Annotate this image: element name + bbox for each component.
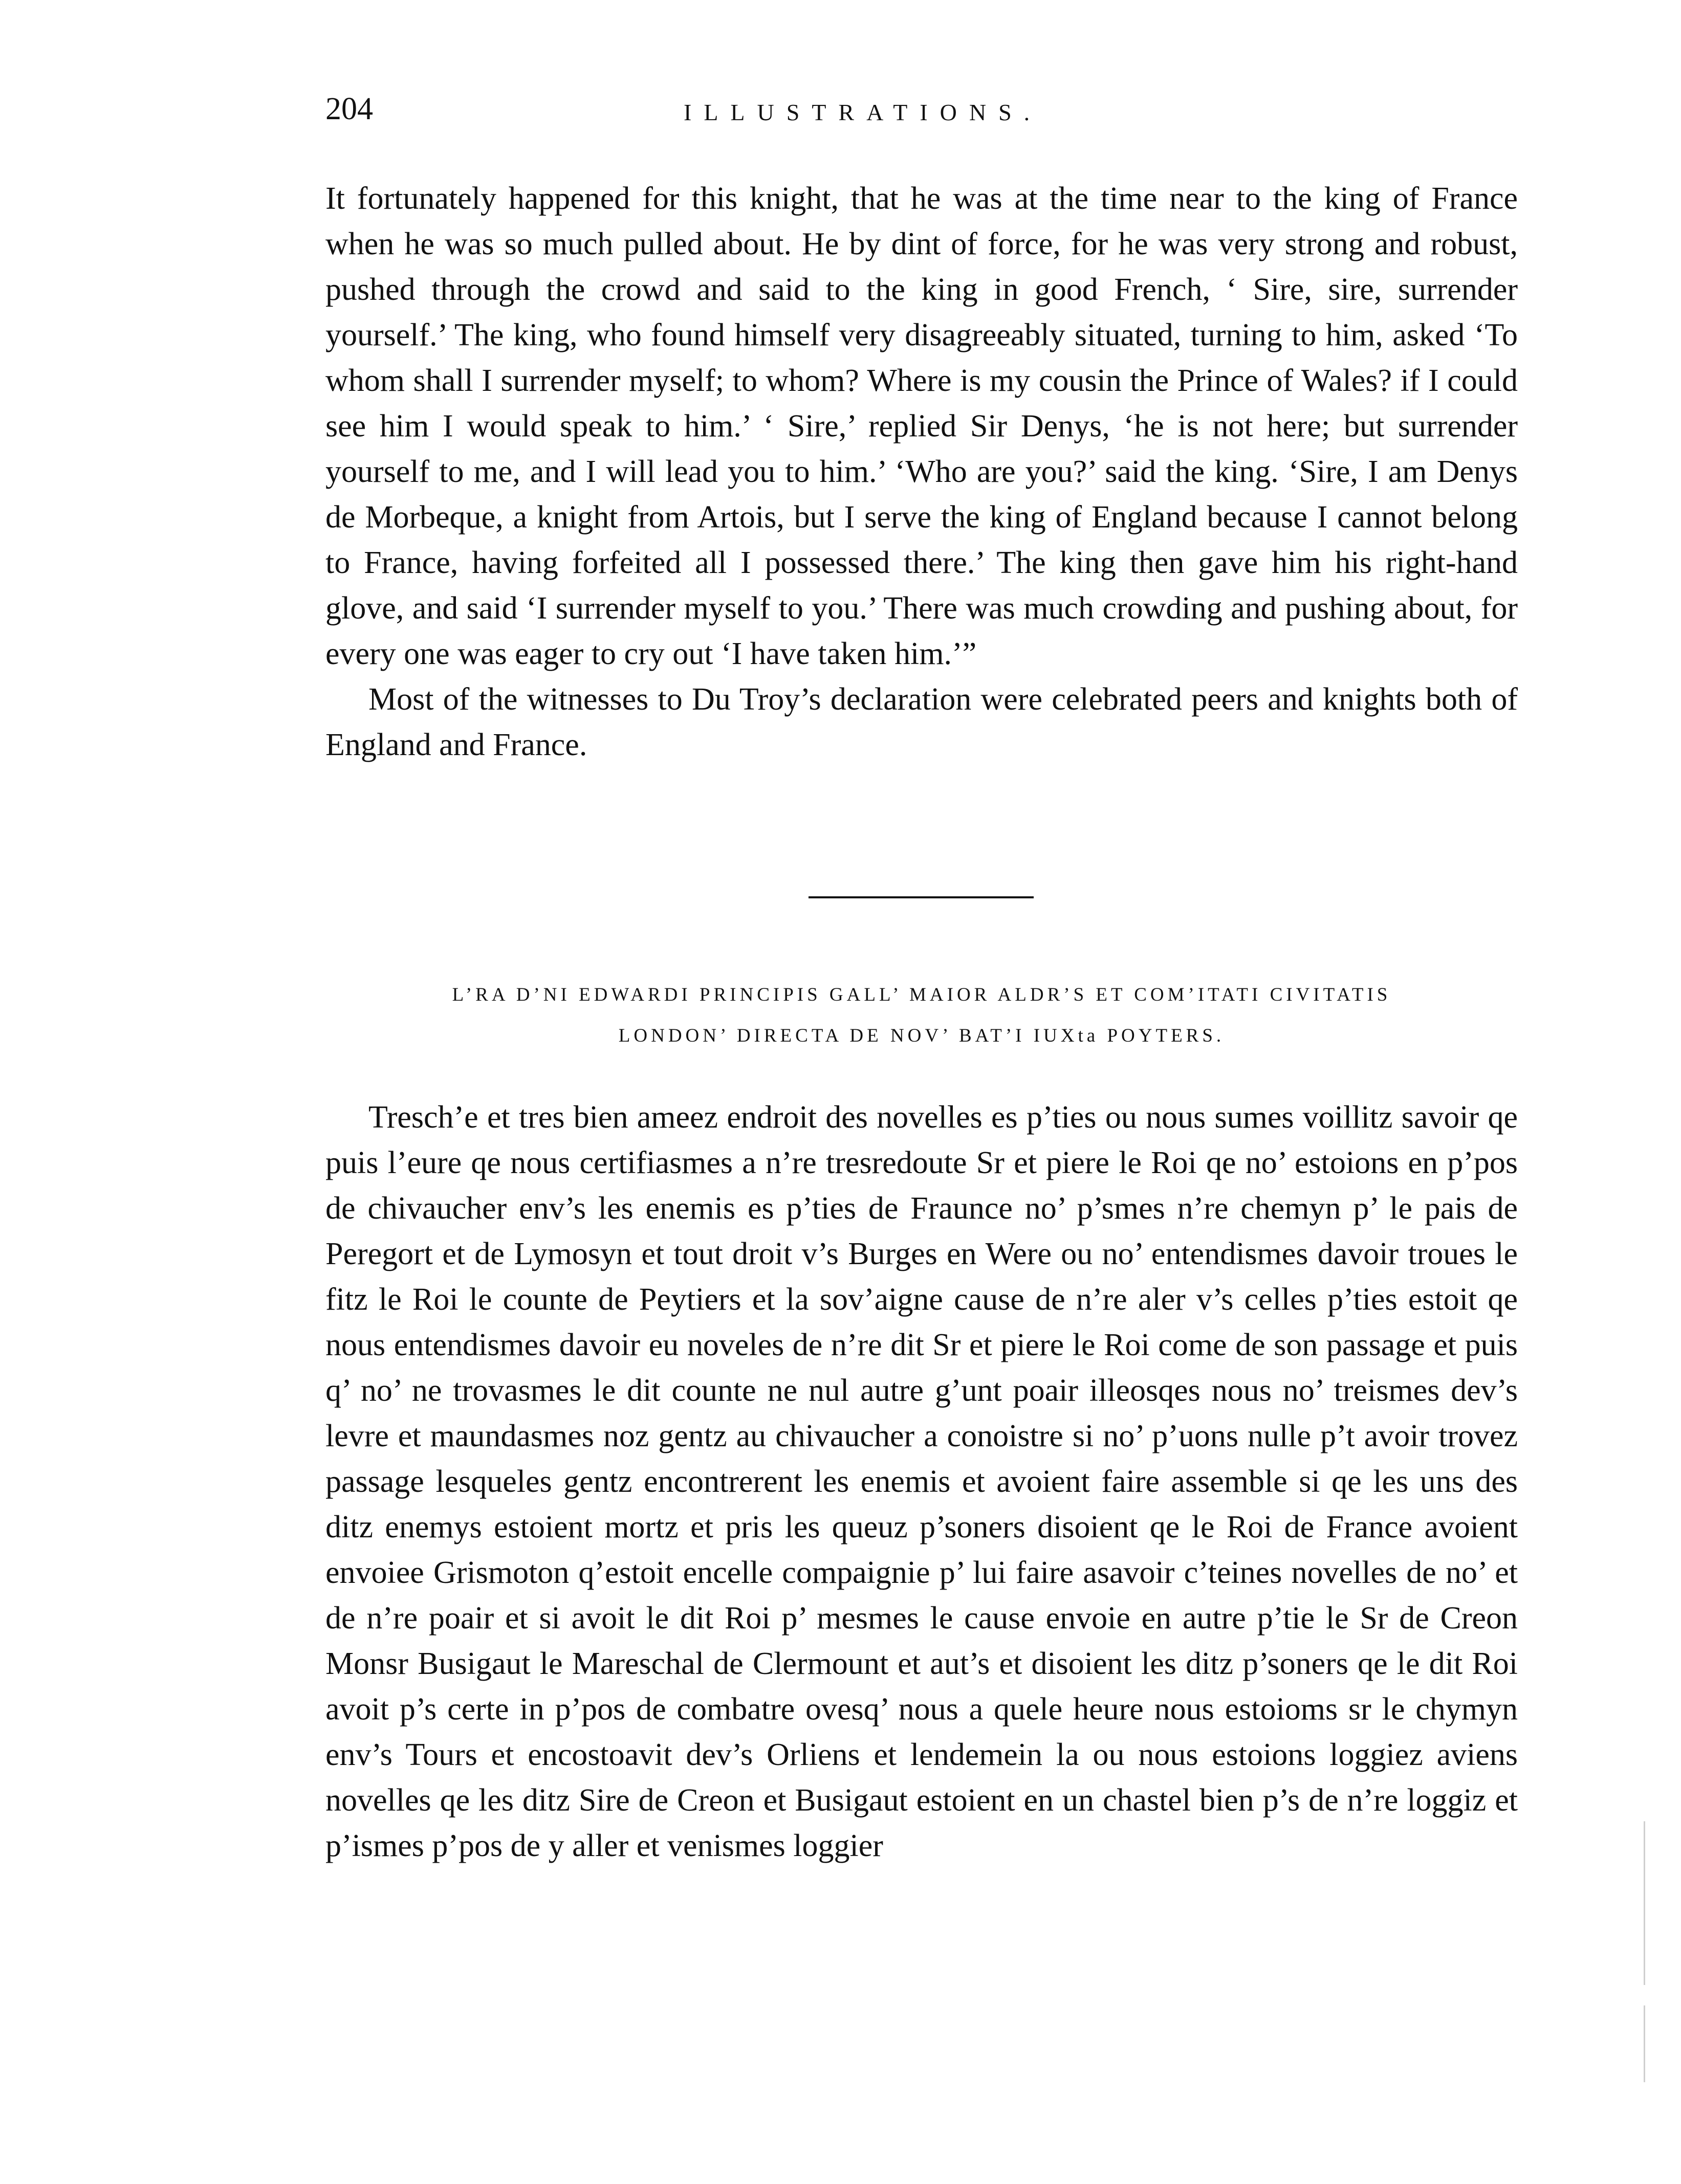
english-text-block <box>325 176 1518 768</box>
page-header <box>325 86 1513 142</box>
margin-scan-mark <box>1644 2005 1645 2082</box>
section-divider <box>809 896 1034 898</box>
margin-scan-mark <box>1644 1821 1645 1985</box>
french-letter-text-block <box>325 1095 1518 1869</box>
letter-body: Tresch’e et tres bien ameez endroit des novelles es p’ties ou nous sumes voillitz savoir qe puis l’eure qe nous certifiasmes a n’re tresredoute Sr et piere le Roi qe no’ estoions en p’pos de chivaucher env’s les enemis es p’ties de Fraunce no’ p’smes n’re chemyn p’ le pais de Peregort et de Lymosyn et tout droit v’s Burges en Were ou no’ entendismes davoir troues le fitz le Roi le counte de Peytiers et la sov’aigne cause de n’re aler v’s celles p’ties estoit qe nous entendismes davoir eu noveles de n’re dit Sr et piere le Roi come de son passage et puis q’ no’ ne trovasmes le dit counte ne nul autre g’unt poair illeosqes nous no’ treismes dev’s levre et maundasmes noz gentz au chivaucher a conoistre si no’ p’uons nulle p’t avoir trovez passage lesqueles gentz encontrerent les enemis et avoient faire assemble si qe les uns des ditz enemys estoient mortz et pris les queuz p’soners disoient qe le Roi de France avoient envoiee Grismoton q’estoit encelle compaignie p’ lui faire asavoir c’teines novelles de no’ et de n’re poair et si avoit le dit Roi p’ mesmes le cause envoie en autre p’tie le Sr de Creon Monsr Busigaut le Mareschal de Clermount et aut’s et disoient les ditz p’soners qe le dit Roi avoit p’s certe in p’pos de combatre ovesq’ nous a quele heure nous estoioms sr le chymyn env’s Tours et encostoavit dev’s Orliens et lendemein la ou nous estoions loggiez aviens novelles qe les ditz Sire de Creon et Busigaut estoient en un chastel bien p’s de n’re loggiz et p’ismes p’pos de y aller et venismes loggier <box>325 1100 1518 1863</box>
letter-heading-line-1: L’RA D’NI EDWARDI PRINCIPIS GALL’ MAIOR ALDR’S ET COM’ITATI CIVITATIS <box>452 984 1391 1005</box>
paragraph-capture-of-king: It fortunately happened for this knight, that he was at the time near to the king of France when he was so much pulled about. He by dint of force, for he was very strong and robust, pushed through the crowd and said to the king in good French, ‘ Sire, sire, surrender yourself.’ The king, who found himself very disagreeably situated, turning to him, asked ‘To whom shall I surrender myself; to whom? Where is my cousin the Prince of Wales? if I could see him I would speak to him.’ ‘ Sire,’ replied Sir Denys, ‘he is not here; but surrender yourself to me, and I will lead you to him.’ ‘Who are you?’ said the king. ‘Sire, I am Denys de Morbeque, a knight from Artois, but I serve the king of England because I cannot belong to France, having forfeited all I possessed there.’ The king then gave him his right-hand glove, and said ‘I surrender myself to you.’ There was much crowding and pushing about, for every one was eager to cry out ‘I have taken him.’” <box>325 181 1518 671</box>
letter-heading <box>325 975 1518 1056</box>
page-number: 204 <box>325 92 373 126</box>
running-head: ILLUSTRATIONS. <box>684 99 1042 125</box>
letter-heading-line-2: LONDON’ DIRECTA DE NOV’ BAT’I IUXta POYTERS. <box>618 1025 1225 1046</box>
paragraph-witnesses: Most of the witnesses to Du Troy’s declaration were celebrated peers and knights both of England and France. <box>325 682 1518 762</box>
